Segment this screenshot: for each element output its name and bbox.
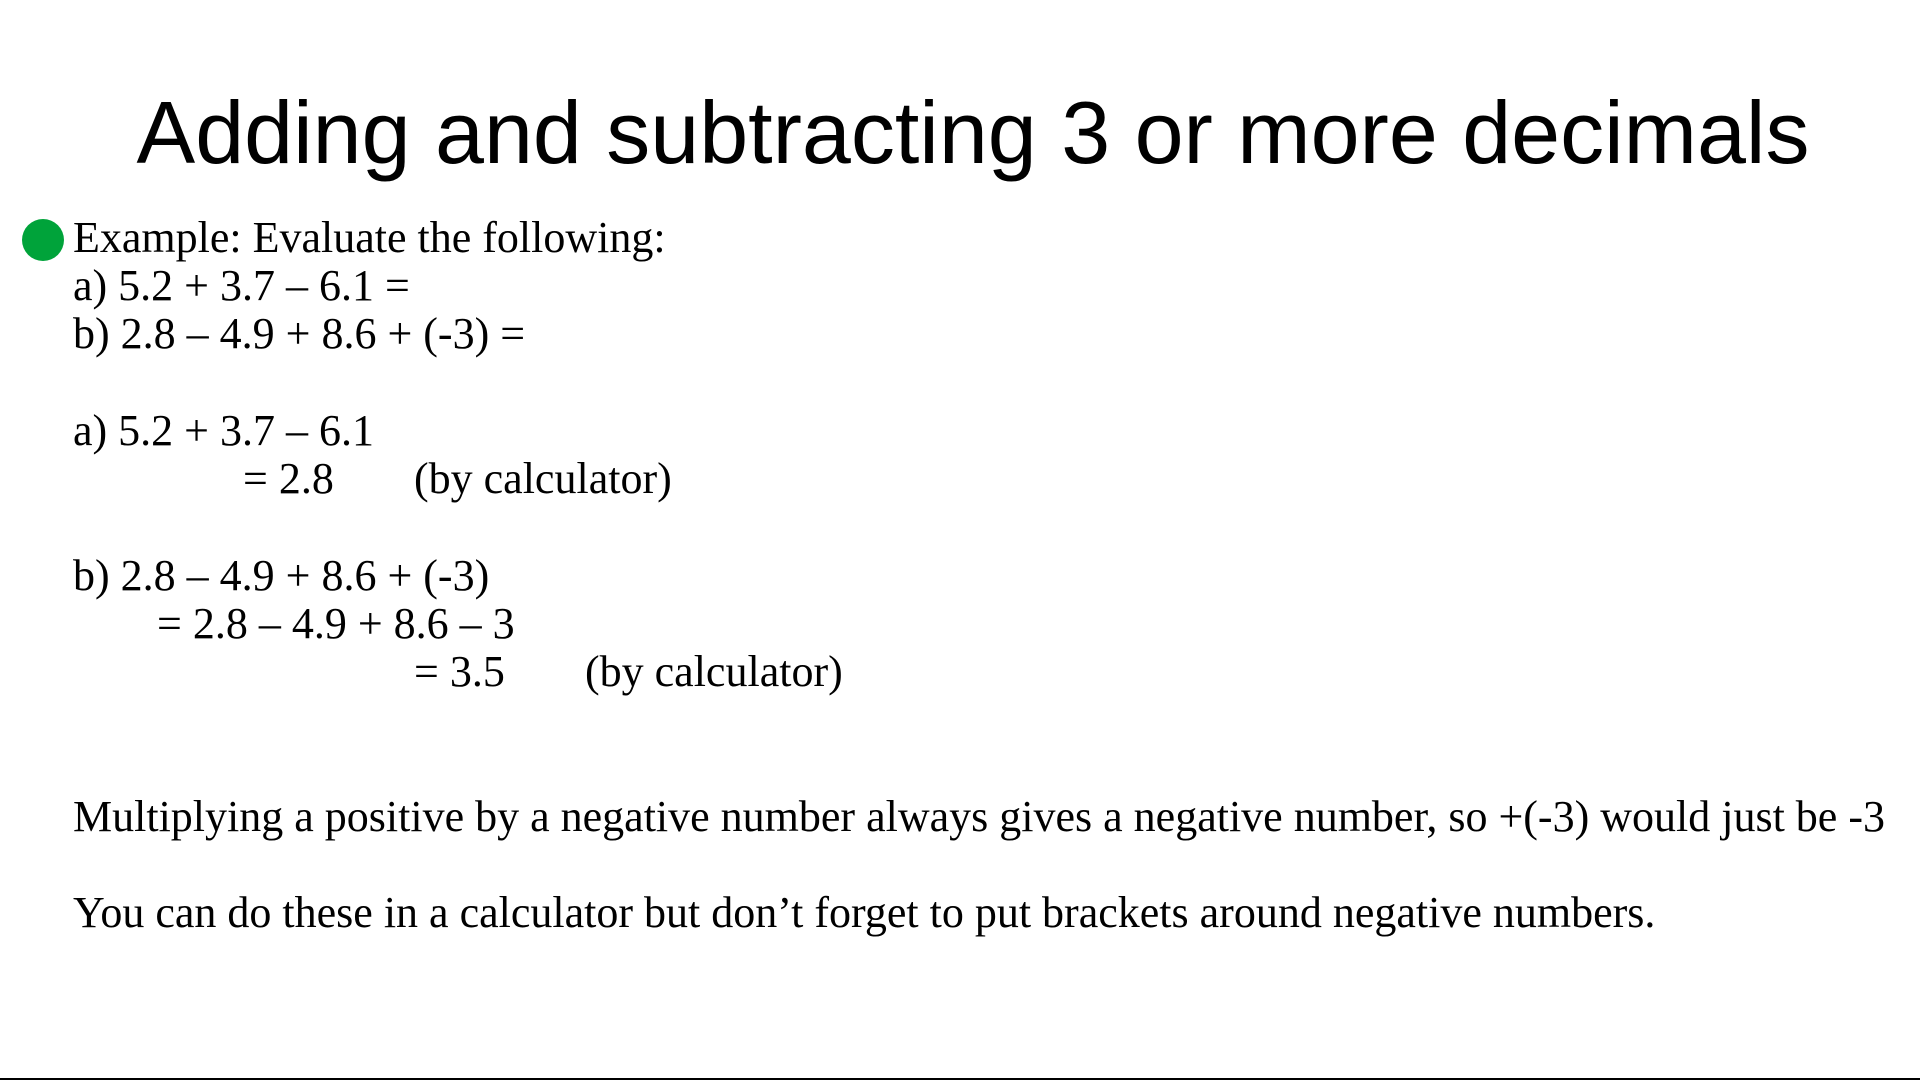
tip-negative-multiplication: Multiplying a positive by a negative number always gives a negative number, so +(-3) would just be -3 xyxy=(73,792,1885,841)
solution-b-line1: b) 2.8 – 4.9 + 8.6 + (-3) xyxy=(73,551,490,600)
solution-a-note: (by calculator) xyxy=(414,454,672,503)
solution-a-result: = 2.8 xyxy=(243,454,334,503)
question-b: b) 2.8 – 4.9 + 8.6 + (-3) = xyxy=(73,309,526,358)
tip-calculator-brackets: You can do these in a calculator but don’t forget to put brackets around negative numbers. xyxy=(73,888,1656,937)
question-a: a) 5.2 + 3.7 – 6.1 = xyxy=(73,261,410,310)
slide-title: Adding and subtracting 3 or more decimals xyxy=(136,83,1810,182)
solution-b-line2: = 2.8 – 4.9 + 8.6 – 3 xyxy=(157,599,515,648)
solution-a-line1: a) 5.2 + 3.7 – 6.1 xyxy=(73,406,374,455)
solution-b-note: (by calculator) xyxy=(585,647,843,696)
example-intro: Example: Evaluate the following: xyxy=(73,213,666,262)
solution-b-result: = 3.5 xyxy=(414,647,505,696)
bullet-icon xyxy=(22,219,64,261)
